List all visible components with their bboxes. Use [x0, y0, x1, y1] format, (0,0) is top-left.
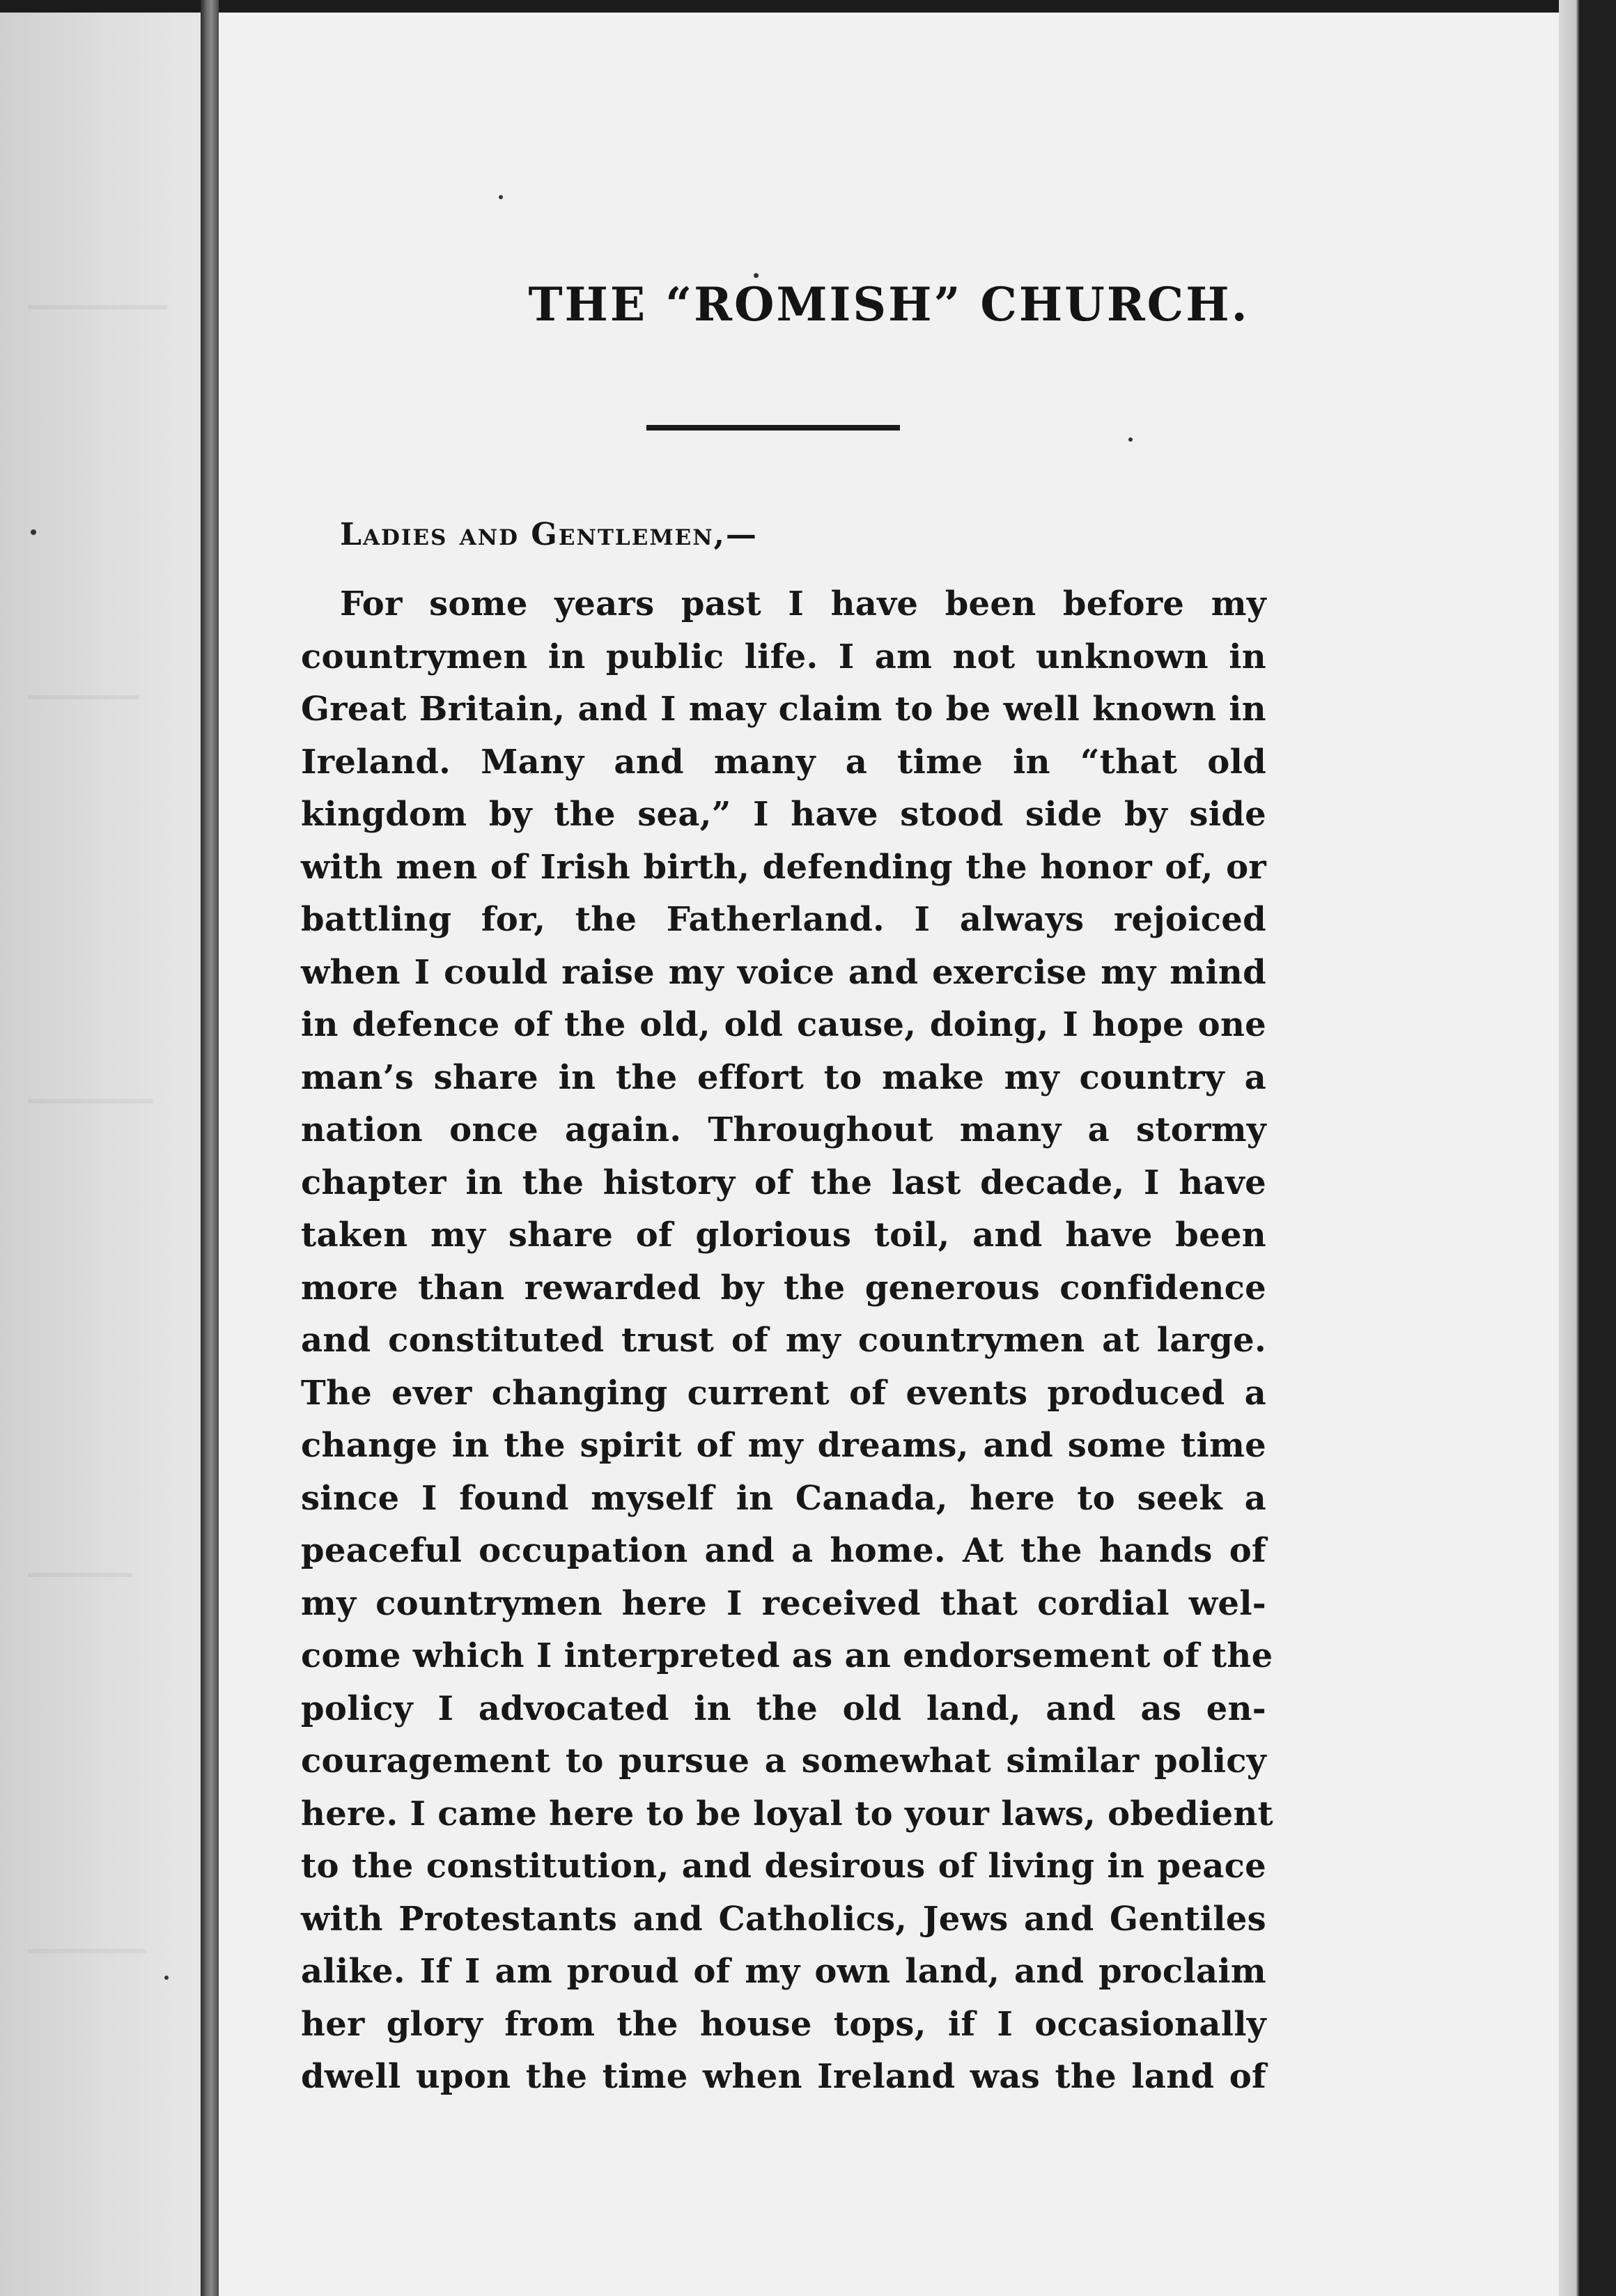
text-line: nation once again. Throughout many a stormy [301, 1110, 1266, 1149]
text-line: peaceful occupation and a home. At the hands of [301, 1531, 1266, 1570]
bleed-through-mark [28, 1099, 153, 1103]
text-line: in defence of the old, old cause, doing, I hope one [301, 1005, 1266, 1044]
bleed-through-mark [28, 695, 139, 699]
text-line: to the constitution, and desirous of living in peace [301, 1847, 1266, 1886]
text-line: my countrymen here I received that cordial wel- [301, 1583, 1266, 1623]
text-line: battling for, the Fatherland. I always rejoiced [301, 900, 1266, 939]
text-line: her glory from the house tops, if I occasionally [301, 2004, 1266, 2044]
title-rule [646, 425, 900, 430]
text-line: with Protestants and Catholics, Jews and Gentiles [301, 1899, 1266, 1939]
page-title: THE “ROMISH” CHURCH. [528, 277, 1250, 332]
text-line: with men of Irish birth, defending the honor of, or [301, 847, 1266, 887]
text-line: and constituted trust of my countrymen at large. [301, 1321, 1266, 1360]
text-line: For some years past I have been before my [340, 584, 1266, 623]
salutation: Ladies and Gentlemen,— [340, 517, 758, 552]
scan-speck [164, 1976, 169, 1980]
text-line: The ever changing current of events produced a [301, 1373, 1266, 1413]
text-line: dwell upon the time when Ireland was the land of [301, 2057, 1266, 2096]
text-line: taken my share of glorious toil, and have been [301, 1216, 1266, 1255]
text-line: since I found myself in Canada, here to seek a [301, 1478, 1266, 1518]
text-line: couragement to pursue a somewhat similar policy [301, 1742, 1266, 1781]
text-line: alike. If I am proud of my own land, and proclaim [301, 1952, 1266, 1991]
text-line: when I could raise my voice and exercise my mind [301, 952, 1266, 992]
scan-speck [499, 195, 503, 199]
text-line: change in the spirit of my dreams, and some time [301, 1426, 1266, 1465]
text-line: kingdom by the sea,” I have stood side by side [301, 795, 1266, 834]
scan-speck [1128, 437, 1133, 442]
text-line: Great Britain, and I may claim to be well known in [301, 690, 1266, 729]
text-line: here. I came here to be loyal to your laws, obedient [301, 1794, 1274, 1833]
bleed-through-mark [28, 305, 167, 309]
bleed-through-mark [28, 1573, 132, 1577]
text-line: come which I interpreted as an endorsement of the [301, 1636, 1273, 1675]
text-line: policy I advocated in the old land, and as en- [301, 1689, 1266, 1728]
text-line: Ireland. Many and many a time in “that old [301, 742, 1266, 782]
body-text [301, 578, 1274, 2104]
page-edge-right [1559, 0, 1616, 2296]
text-line: chapter in the history of the last decade, I have [301, 1163, 1266, 1202]
text-line: countrymen in public life. I am not unknown in [301, 637, 1266, 676]
text-line: man’s share in the effort to make my country a [301, 1057, 1266, 1097]
bleed-through-mark [28, 1949, 146, 1953]
scan-speck [31, 529, 36, 535]
text-line: more than rewarded by the generous confidence [301, 1268, 1266, 1308]
facing-page-edge [0, 13, 201, 2296]
book-gutter [201, 0, 219, 2296]
